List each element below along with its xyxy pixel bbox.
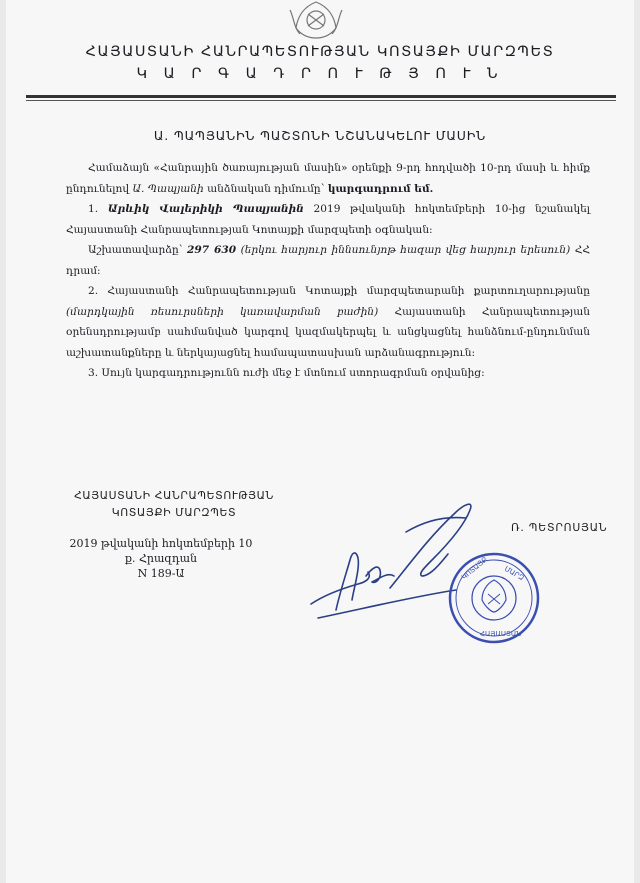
point-3: 3. Սույն կարգադրությունն ուժի մեջ է մտնում ստորագրման օրվանից: xyxy=(88,367,485,379)
svg-text:ՄԱՐԶ: ՄԱՐԶ xyxy=(503,564,526,583)
salary-line: Աշխատավարձը՝ 297 630 (երկու հարյուր իննսունյոթ հազար վեց հարյուր երեսուն) ՀՀ դրամ: xyxy=(66,244,591,277)
official-seal-stamp xyxy=(446,550,542,646)
issue-city: ք. Հրազդան xyxy=(124,552,198,565)
issue-number: N 189-Ա xyxy=(137,567,185,580)
header-divider-thin xyxy=(26,100,616,101)
intro-paragraph: Համաձայն «Հանրային ծառայության մասին» օրենքի 9-րդ հոդվածի 10-րդ մասի և հիմք ընդունելով Ա. Պապյանի անձնական դիմումը՝ կարգադրում եմ. xyxy=(66,162,590,195)
coat-of-arms-icon xyxy=(276,0,356,40)
point-2: 2. Հայաստանի Հանրապետության Կոտայքի մարզպետարանի քարտուղարությանը (մարդկային ռեսուրսների կառավարման բաժին) Հայաստանի Հանրապետության օրենսդրությամբ սահմանված կարգով կազմակերպել և անցկացնել հանձնում-ընդունման աշխատանքները և ներկայացնել համապատասխան արձանագրություն: xyxy=(66,285,590,359)
document-subject: Ա. ՊԱՊՅԱՆԻՆ ՊԱՇՏՈՆԻ ՆՇԱՆԱԿԵԼՈՒ ՄԱՍԻՆ xyxy=(153,128,487,143)
signer-name: Ռ. ՊԵՏՐՈՍՅԱՆ xyxy=(511,521,608,534)
point-1: 1. Արևիկ Վալերիկի Պապյանին 2019 թվականի հոկտեմբերի 10-ից նշանակել Հայաստանի Հանրապետության Կոտայքի մարզպետի օգնական: xyxy=(66,203,590,236)
header-divider-thick xyxy=(26,95,616,98)
document-page xyxy=(6,0,634,883)
signature-organization: ՀԱՅԱՍՏԱՆԻ ՀԱՆՐԱՊԵՏՈՒԹՅԱՆ ԿՈՏԱՅՔԻ ՄԱՐԶՊԵՏ xyxy=(74,489,274,519)
document-type: Կ Ա Ր Գ Ա Դ Ր Ո Ւ Թ Յ Ո Ւ Ն xyxy=(136,66,504,82)
svg-text:ԿՈՏԱՅՔ: ԿՈՏԱՅՔ xyxy=(460,555,489,582)
issuer-title: ՀԱՅԱՍՏԱՆԻ ՀԱՆՐԱՊԵՏՈՒԹՅԱՆ ԿՈՏԱՅՔԻ ՄԱՐԶՊԵՏ xyxy=(85,44,555,60)
document-body xyxy=(66,158,590,384)
issue-details xyxy=(36,536,286,581)
issue-date: 2019 թվականի հոկտեմբերի 10 xyxy=(69,537,253,550)
svg-text:ՀԱՅԱՍՏԱՆ: ՀԱՅԱՍՏԱՆ xyxy=(480,630,522,638)
